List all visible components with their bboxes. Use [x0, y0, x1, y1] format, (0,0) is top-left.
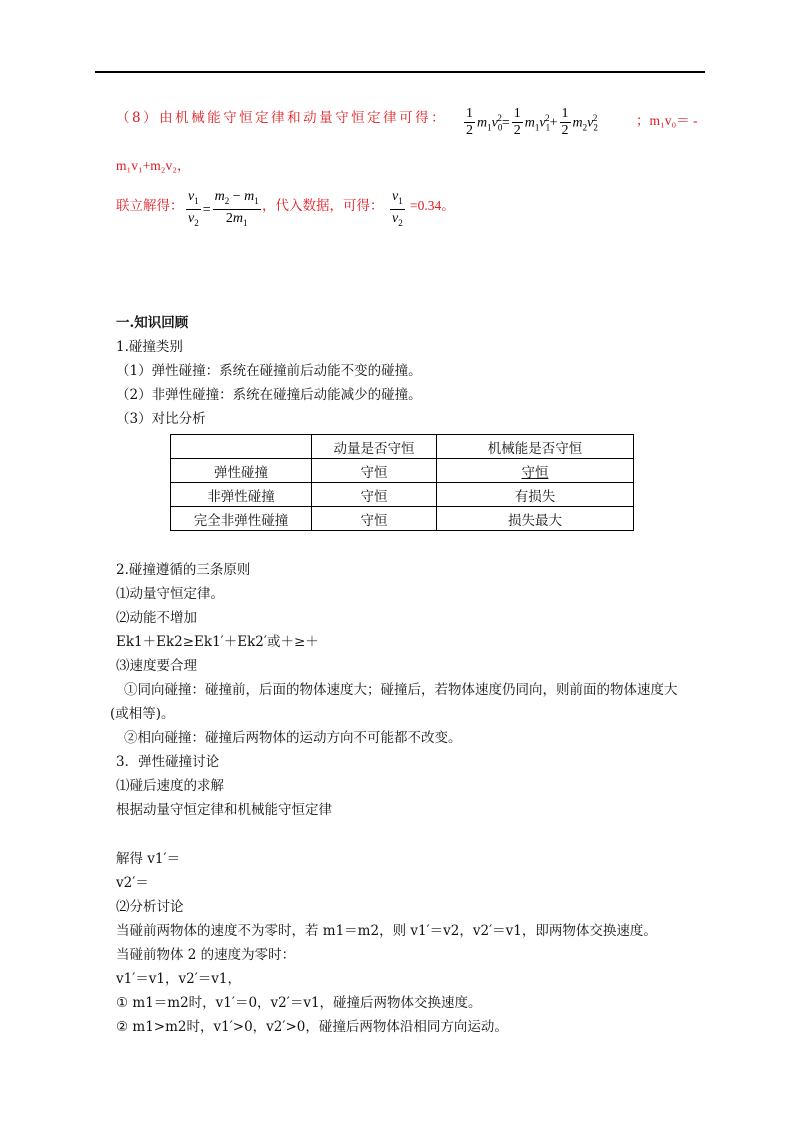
text-line: 3．弹性碰撞讨论: [116, 754, 220, 770]
q8-line2: m₁v₁+m₂v₂，: [116, 158, 191, 173]
table-cell: 完全非弹性碰撞: [171, 507, 312, 531]
text-line: 1.碰撞类别: [116, 339, 183, 355]
q8-prefix: （8）由机械能守恒定律和动量守恒定律可得：: [116, 110, 448, 126]
text-line: 当碰前物体 2 的速度为零时：: [116, 947, 296, 963]
q8-result-formula: $\frac{v_1}{v_2}$: [392, 189, 403, 228]
table-row: [171, 507, 634, 531]
q8-line1: [116, 100, 447, 136]
table-cell: 非弹性碰撞: [171, 483, 312, 507]
q8-energy-equation: $\frac{1}{2}$ $m_1v_0^2=$ $\frac{1}{2}$ $m_1v_1^2+$ $\frac{1}{2}$ $m_2v_2^2$: [466, 106, 598, 139]
table-cell: 机械能是否守恒: [437, 435, 634, 459]
table-cell: 弹性碰撞: [171, 459, 312, 483]
text-line: (或相等)。: [110, 706, 175, 722]
header-rule: [95, 71, 705, 73]
text-line: ⑶速度要合理: [116, 658, 197, 674]
comparison-table: [170, 434, 634, 531]
text-line: 解得 v1′＝: [116, 851, 181, 867]
text-line: ⑴碰后速度的求解: [116, 778, 224, 794]
text-line: （2）非弹性碰撞：系统在碰撞后动能减少的碰撞。: [116, 387, 422, 403]
table-header-row: [171, 435, 634, 459]
table-cell: [171, 435, 312, 459]
table-cell: 守恒: [437, 459, 634, 483]
text-line: ②相向碰撞：碰撞后两物体的运动方向不可能都不改变。: [124, 730, 462, 746]
text-line: （3）对比分析: [116, 411, 206, 427]
section-heading: 一.知识回顾: [116, 315, 189, 331]
text-line: v1′＝v1，v2′＝v1，: [116, 971, 241, 987]
text-line: ② m1>m2时，v1′>0，v2′>0，碰撞后两物体沿相同方向运动。: [116, 1019, 508, 1035]
table-cell: [437, 507, 634, 531]
text-line: 当碰前两物体的速度不为零时，若 m1＝m2，则 v1′＝v2，v2′＝v1，即两物体交换速度。: [116, 923, 657, 939]
text-line: Ek1＋Ek2≥Ek1′＋Ek2′或＋≥＋: [116, 634, 319, 650]
text-line: ⑴动量守恒定律。: [116, 586, 224, 602]
text-line: ⑵分析讨论: [116, 899, 184, 915]
table-cell: 动量是否守恒: [312, 435, 437, 459]
q8-result: =0.34。: [410, 198, 455, 213]
table-cell: 有损失: [437, 483, 634, 507]
q8-ratio-formula: $\frac{v_1}{v_2}$ = $\frac{m_2 - m_1}{2m_1}$: [188, 189, 259, 228]
q8-mid-text: ，代入数据，可得：: [262, 198, 384, 214]
text-line: ①同向碰撞：碰撞前，后面的物体速度大；碰撞后，若物体速度仍同向，则前面的物体速度大: [124, 682, 678, 698]
table-cell: 守恒: [312, 507, 437, 531]
q8-eq-tail: ；m₁v₀＝ -: [636, 113, 698, 128]
text-line: ① m1＝m2时，v1′＝0，v2′＝v1，碰撞后两物体交换速度。: [116, 995, 482, 1011]
text-line: ⑵动能不增加: [116, 610, 197, 626]
q8-line3-prefix: 联立解得：: [116, 198, 184, 214]
text-line: 2.碰撞遵循的三条原则: [116, 562, 251, 578]
text-line: （1）弹性碰撞：系统在碰撞前后动能不变的碰撞。: [116, 363, 422, 379]
text-line: v2′＝: [116, 875, 149, 891]
table-row: [171, 459, 634, 483]
table-cell: 守恒: [312, 459, 437, 483]
table-row: [171, 483, 634, 507]
table-cell-text: 损失最大: [508, 512, 562, 529]
text-line: 根据动量守恒定律和机械能守恒定律: [116, 802, 332, 818]
table-cell: 守恒: [312, 483, 437, 507]
